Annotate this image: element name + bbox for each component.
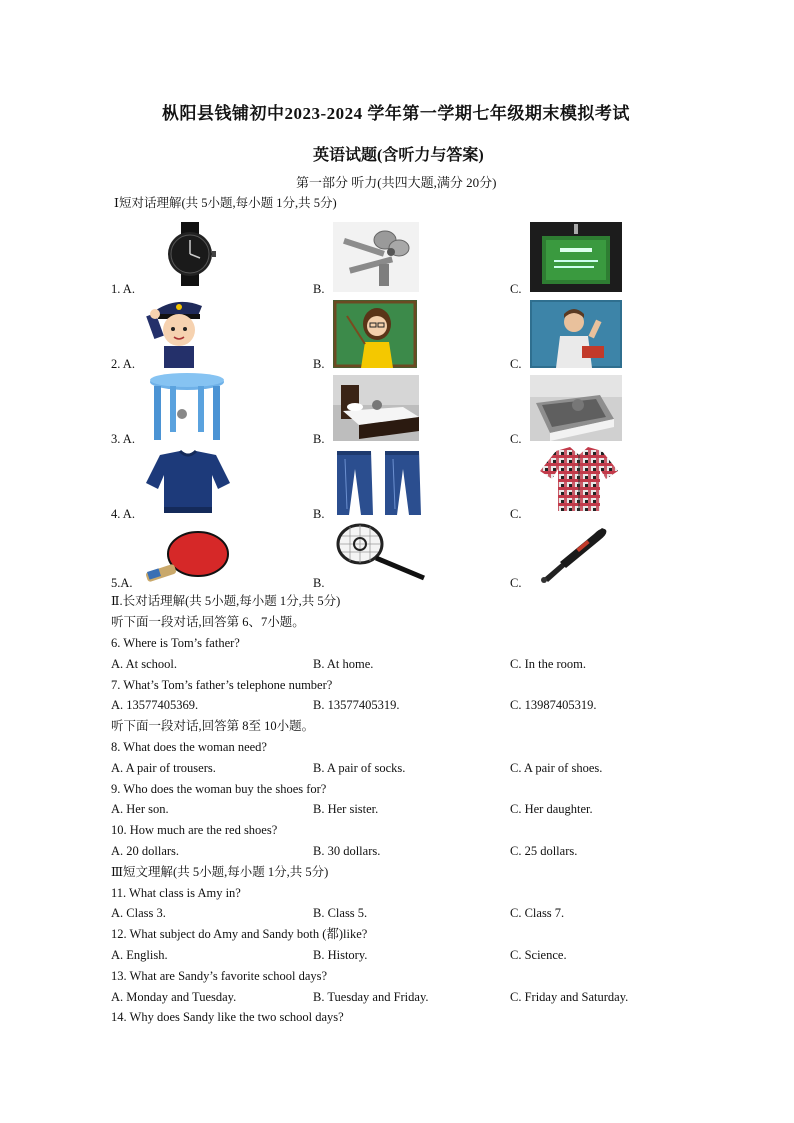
q9-option-a: A. Her son.	[111, 802, 169, 816]
question-8: 8. What does the woman need?	[111, 740, 267, 754]
option-label-2b: B.	[313, 357, 325, 371]
section3-heading: Ⅲ短文理解(共 5小题,每小题 1分,共 5分)	[111, 865, 329, 879]
student-card-icon	[530, 222, 622, 292]
option-label-4c: C.	[510, 507, 522, 521]
question-12: 12. What subject do Amy and Sandy both (都)like?	[111, 927, 368, 941]
q8-option-c: C. A pair of shoes.	[510, 761, 603, 775]
question-9: 9. Who does the woman buy the shoes for?	[111, 782, 327, 796]
option-label-3b: B.	[313, 432, 325, 446]
section1-heading: Ⅰ短对话理解(共 5小题,每小题 1分,共 5分)	[114, 196, 337, 210]
option-label-2c: C.	[510, 357, 522, 371]
table-with-ball-icon	[148, 372, 226, 442]
q13-option-a: A. Monday and Tuesday.	[111, 990, 237, 1004]
question-6: 6. Where is Tom’s father?	[111, 636, 240, 650]
q12-option-c: C. Science.	[510, 948, 567, 962]
option-label-5a: 5.A.	[111, 576, 133, 590]
section2-intro2: 听下面一段对话,回答第 8至 10小题。	[111, 719, 315, 733]
q6-option-b: B. At home.	[313, 657, 374, 671]
policeman-icon	[146, 296, 210, 368]
q12-option-b: B. History.	[313, 948, 368, 962]
q13-option-b: B. Tuesday and Friday.	[313, 990, 429, 1004]
part-heading: 第一部分 听力(共四大题,满分 20分)	[296, 175, 497, 190]
q7-option-b: B. 13577405319.	[313, 698, 400, 712]
q11-option-c: C. Class 7.	[510, 906, 565, 920]
q9-option-b: B. Her sister.	[313, 802, 379, 816]
option-label-3a: 3. A.	[111, 432, 135, 446]
option-label-1b: B.	[313, 282, 325, 296]
trousers-icon	[333, 449, 425, 517]
ping-pong-bat-icon	[144, 530, 230, 586]
watch-icon	[162, 222, 220, 286]
question-13: 13. What are Sandy’s favorite school days?	[111, 969, 328, 983]
q7-option-c: C. 13987405319.	[510, 698, 597, 712]
bed-with-ball-icon	[333, 375, 419, 441]
question-10: 10. How much are the red shoes?	[111, 823, 278, 837]
page-title: 枞阳县钱铺初中2023-2024 学年第一学期七年级期末模拟考试	[162, 104, 630, 123]
q8-option-a: A. A pair of trousers.	[111, 761, 216, 775]
option-label-3c: C.	[510, 432, 522, 446]
q8-option-b: B. A pair of socks.	[313, 761, 406, 775]
female-teacher-icon	[333, 300, 417, 368]
male-teacher-icon	[530, 300, 622, 368]
drawer-with-ball-icon	[530, 375, 622, 441]
option-label-2a: 2. A.	[111, 357, 135, 371]
section2-heading: Ⅱ.长对话理解(共 5小题,每小题 1分,共 5分)	[111, 594, 341, 608]
option-label-1c: C.	[510, 282, 522, 296]
tennis-racket-icon	[336, 522, 428, 582]
option-label-5b: B.	[313, 576, 325, 590]
q6-option-c: C. In the room.	[510, 657, 587, 671]
q9-option-c: C. Her daughter.	[510, 802, 593, 816]
option-label-4b: B.	[313, 507, 325, 521]
q6-option-a: A. At school.	[111, 657, 177, 671]
section2-intro1: 听下面一段对话,回答第 6、7小题。	[111, 615, 305, 629]
option-label-1a: 1. A.	[111, 282, 135, 296]
q10-option-a: A. 20 dollars.	[111, 844, 180, 858]
q11-option-b: B. Class 5.	[313, 906, 368, 920]
question-14: 14. Why does Sandy like the two school days?	[111, 1010, 344, 1024]
q11-option-a: A. Class 3.	[111, 906, 166, 920]
option-label-4a: 4. A.	[111, 507, 135, 521]
q10-option-c: C. 25 dollars.	[510, 844, 578, 858]
q13-option-c: C. Friday and Saturday.	[510, 990, 629, 1004]
sweater-icon	[146, 449, 230, 515]
question-7: 7. What’s Tom’s father’s telephone number?	[111, 678, 333, 692]
page-subtitle: 英语试题(含听力与答案)	[313, 147, 484, 164]
q10-option-b: B. 30 dollars.	[313, 844, 381, 858]
q12-option-a: A. English.	[111, 948, 168, 962]
keys-icon	[333, 222, 419, 292]
question-11: 11. What class is Amy in?	[111, 886, 241, 900]
q7-option-a: A. 13577405369.	[111, 698, 199, 712]
option-label-5c: C.	[510, 576, 522, 590]
baseball-bat-icon	[536, 528, 608, 586]
plaid-shirt-icon	[540, 447, 618, 513]
